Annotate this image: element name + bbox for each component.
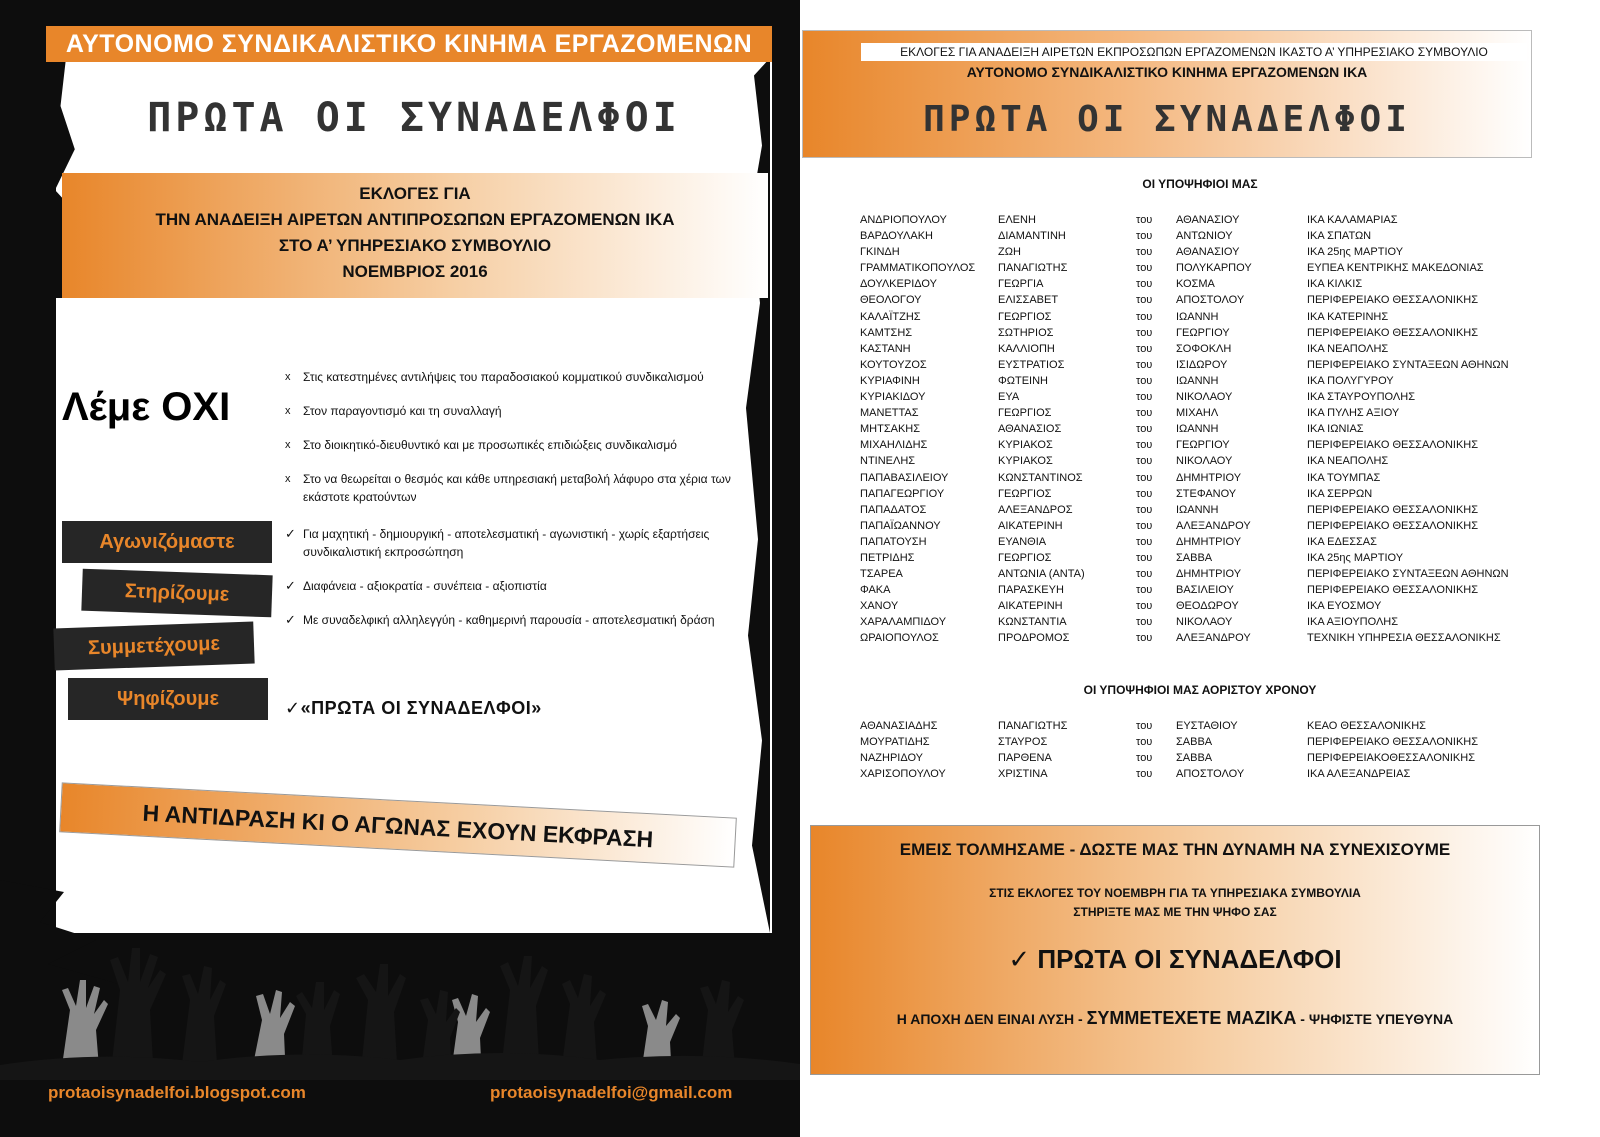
check-icon: ✓ [285,698,301,718]
candidate-surname: ΦΑΚΑ [860,584,891,597]
candidate-of: του [1136,736,1153,749]
election-info-box [62,173,768,298]
candidate-of: του [1136,600,1153,613]
candidate-firstname: ΕΛΕΝΗ [998,214,1036,226]
movement-banner: ΑΥΤΟΝΟΜΟ ΣΥΝΔΙΚΑΛΙΣΤΙΚΟ ΚΙΝΗΜΑ ΕΡΓΑΖΟΜΕΝΩΝ ΙΚΑ [46,26,772,62]
candidate-firstname: ΠΑΡΑΣΚΕΥΗ [998,584,1064,597]
table-row [860,341,1580,357]
check-icon: ✓ [285,578,296,593]
table-row [860,766,1580,782]
table-row [860,212,1580,228]
table-row [860,325,1580,341]
candidate-of: του [1136,455,1153,468]
candidate-firstname: ΑΘΑΝΑΣΙΟΣ [998,423,1062,436]
blog-link[interactable]: protaoisynadelfoi.blogspot.com [48,1083,306,1102]
candidate-firstname: ΓΕΩΡΓΙΟΣ [998,310,1052,323]
candidate-of: του [1136,752,1153,765]
table-row [860,228,1580,244]
candidate-of: του [1136,214,1153,226]
table-row [860,550,1580,566]
table-row [860,244,1580,260]
candidate-firstname: ΕΥΣΤΡΑΤΙΟΣ [998,358,1065,371]
candidate-fathername: ΣΑΒΒΑ [1176,551,1213,564]
table-row [860,734,1580,750]
cta-subtext-line: ΣΤΙΣ ΕΚΛΟΓΕΣ ΤΟΥ ΝΟΕΜΒΡΗ ΓΙΑ ΤΑ ΥΠΗΡΕΣΙΑΚΑ ΣΥΜΒΟΥΛΙΑ [989,886,1361,900]
table-row [860,260,1580,276]
candidate-unit: ΠΕΡΙΦΕΡΕΙΑΚΟ ΘΕΣΣΑΛΟΝΙΚΗΣ [1307,326,1479,339]
slogan-line [285,698,542,719]
table-row [860,357,1580,373]
candidate-firstname: ΑΛΕΞΑΝΔΡΟΣ [998,503,1073,516]
candidate-unit: ΙΚΑ 25ης ΜΑΡΤΙΟΥ [1307,246,1404,259]
no-item [285,436,765,454]
candidate-unit: ΠΕΡΙΦΕΡΕΙΑΚΟ ΘΕΣΣΑΛΟΝΙΚΗΣ [1307,294,1479,307]
candidate-firstname: ΑΙΚΑΤΕΡΙΝΗ [998,519,1063,532]
candidate-surname: ΝΑΖΗΡΙΔΟΥ [860,752,923,765]
candidate-unit: ΙΚΑ ΑΞΙΟΥΠΟΛΗΣ [1307,616,1399,629]
candidate-surname: ΠΑΠΑΤΟΥΣΗ [860,535,927,548]
candidate-firstname: ΚΑΛΛΙΟΠΗ [998,342,1055,355]
candidate-surname: ΒΑΡΔΟΥΛΑΚΗ [860,230,933,243]
candidate-fathername: ΙΩΑΝΝΗ [1176,503,1219,516]
candidate-of: του [1136,278,1153,291]
candidate-of: του [1136,342,1153,355]
candidate-firstname: ΧΡΙΣΤΙΝΑ [998,768,1048,781]
table-row [860,630,1580,646]
candidate-unit: ΙΚΑ ΕΥΟΣΜΟΥ [1307,600,1382,613]
candidate-surname: ΧΑΡΙΣΟΠΟΥΛΟΥ [860,768,946,781]
candidate-firstname: ΦΩΤΕΙΝΗ [998,374,1048,387]
ballot-title: ΠΡΩΤΑ ΟΙ ΣΥΝΑΔΕΛΦΟΙ [923,99,1411,140]
candidate-unit: ΤΕΧΝΙΚΗ ΥΠΗΡΕΣΙΑ ΘΕΣΣΑΛΟΝΙΚΗΣ [1307,632,1501,645]
candidate-fathername: ΕΥΣΤΑΘΙΟΥ [1176,720,1238,732]
candidate-of: του [1136,391,1153,404]
candidate-surname: ΜΙΧΑΗΛΙΔΗΣ [860,439,928,452]
yes-item [285,577,745,595]
say-no-heading: Λέμε ΟΧΙ [62,385,231,429]
candidate-surname: ΑΝΔΡΙΟΠΟΥΛΟΥ [860,214,947,226]
candidate-unit: ΙΚΑ ΚΙΛΚΙΣ [1307,278,1363,291]
candidate-fathername: ΙΩΑΝΝΗ [1176,374,1219,387]
candidate-fathername: ΝΙΚΟΛΑΟΥ [1176,455,1233,468]
candidate-firstname: ΚΥΡΙΑΚΟΣ [998,455,1053,468]
candidate-of: του [1136,230,1153,243]
verb-label: Αγωνιζόμαστε [62,521,272,563]
check-icon: ✓ [285,526,296,541]
candidate-fathername: ΑΝΤΩΝΙΟΥ [1176,230,1233,243]
candidate-of: του [1136,374,1153,387]
candidate-firstname: ΔΙΑΜΑΝΤΙΝΗ [998,230,1066,243]
candidate-fathername: ΙΣΙΔΩΡΟΥ [1176,358,1228,371]
candidate-fathername: ΙΩΑΝΝΗ [1176,423,1219,436]
candidate-firstname: ΕΥΑΝΘΙΑ [998,535,1047,548]
candidate-surname: ΜΑΝΕΤΤΑΣ [860,407,919,420]
candidate-fathername: ΝΙΚΟΛΑΟΥ [1176,391,1233,404]
candidate-of: του [1136,246,1153,259]
candidate-unit: ΠΕΡΙΦΕΡΕΙΑΚΟ ΘΕΣΣΑΛΟΝΙΚΗΣ [1307,439,1479,452]
candidate-firstname: ΓΕΩΡΓΙΟΣ [998,487,1052,500]
candidate-firstname: ΣΩΤΗΡΙΟΣ [998,326,1054,339]
candidates-heading: ΟΙ ΥΠΟΨΗΦΙΟΙ ΜΑΣ [1142,177,1258,191]
candidate-unit: ΙΚΑ ΝΕΑΠΟΛΗΣ [1307,455,1389,468]
candidate-firstname: ΕΛΙΣΣΑΒΕΤ [998,294,1059,307]
candidate-unit: ΙΚΑ ΙΩΝΙΑΣ [1307,423,1364,436]
candidate-surname: ΠΑΠΑΔΑΤΟΣ [860,503,927,516]
table-row [860,373,1580,389]
candidate-fathername: ΑΠΟΣΤΟΛΟΥ [1176,768,1245,781]
table-row [860,534,1580,550]
email-link[interactable]: protaoisynadelfoi@gmail.com [490,1083,733,1102]
election-line: ΝΟΕΜΒΡΙΟΣ 2016 [342,262,488,281]
candidate-firstname: ΠΑΝΑΓΙΩΤΗΣ [998,262,1068,275]
table-row [860,389,1580,405]
candidate-surname: ΧΑΡΑΛΑΜΠΙΔΟΥ [860,616,947,629]
indefinite-candidates-heading: ΟΙ ΥΠΟΨΗΦΙΟΙ ΜΑΣ ΑΟΡΙΣΤΟΥ ΧΡΟΝΟΥ [1083,683,1317,697]
candidate-surname: ΘΕΟΛΟΓΟΥ [860,294,922,307]
candidate-firstname: ΠΡΟΔΡΟΜΟΣ [998,632,1070,645]
candidate-firstname: ΠΑΡΘΕΝΑ [998,752,1052,765]
candidate-unit: ΠΕΡΙΦΕΡΕΙΑΚΟ ΘΕΣΣΑΛΟΝΙΚΗΣ [1307,736,1479,749]
cta-footer-part: Η ΑΠΟΧΗ ΔΕΝ ΕΙΝΑΙ ΛΥΣΗ - [896,1011,1087,1027]
candidate-of: του [1136,720,1153,732]
candidate-fathername: ΓΕΩΡΓΙΟΥ [1176,326,1230,339]
candidate-surname: ΜΗΤΣΑΚΗΣ [860,423,921,436]
candidate-fathername: ΒΑΣΙΛΕΙΟΥ [1176,584,1234,597]
candidate-surname: ΓΚΙΝΔΗ [860,246,900,259]
candidate-of: του [1136,487,1153,500]
candidate-fathername: ΔΗΜΗΤΡΙΟΥ [1176,568,1242,581]
candidate-of: του [1136,632,1153,645]
candidate-unit: ΙΚΑ ΑΛΕΞΑΝΔΡΕΙΑΣ [1307,768,1411,781]
cta-slogan [811,944,1539,975]
candidate-firstname: ΕΥΑ [998,391,1020,404]
candidate-surname: ΚΑΣΤΑΝΗ [860,342,911,355]
candidate-fathername: ΑΛΕΞΑΝΔΡΟΥ [1176,632,1251,645]
flyer-title: ΠΡΩΤΑ ΟΙ ΣΥΝΑΔΕΛΦΟΙ [147,95,681,141]
candidate-surname: ΠΕΤΡΙΔΗΣ [860,551,915,564]
cta-footer [811,1008,1539,1029]
ballot-page [800,0,1600,1137]
candidate-surname: ΚΟΥΤΟΥΖΟΣ [860,358,927,371]
candidate-firstname: ΠΑΝΑΓΙΩΤΗΣ [998,720,1068,732]
candidate-firstname: ΚΥΡΙΑΚΟΣ [998,439,1053,452]
ballot-header-top: ΕΚΛΟΓΕΣ ΓΙΑ ΑΝΑΔΕΙΞΗ ΑΙΡΕΤΩΝ ΕΚΠΡΟΣΩΠΩΝ ΕΡΓΑΖΟΜΕΝΩΝ ΙΚΑΣΤΟ Α’ ΥΠΗΡΕΣΙΑΚΟ ΣΥΜΒΟΥΛΙΟ [861,43,1527,61]
candidate-unit: ΙΚΑ ΚΑΤΕΡΙΝΗΣ [1307,310,1389,323]
candidate-of: του [1136,310,1153,323]
verb-label: Στηρίζουμε [81,569,272,618]
cta-footer-part: - ΨΗΦΙΣΤΕ ΥΠΕΥΘΥΝΑ [1296,1011,1454,1027]
ballot-header [802,30,1532,158]
candidate-surname: ΧΑΝΟΥ [860,600,899,613]
candidate-unit: ΙΚΑ ΣΤΑΥΡΟΥΠΟΛΗΣ [1307,391,1416,404]
candidate-surname: ΤΣΑΡΕΑ [860,568,903,581]
candidate-unit: ΙΚΑ ΕΔΕΣΣΑΣ [1307,535,1377,548]
candidate-unit: ΠΕΡΙΦΕΡΕΙΑΚΟ ΘΕΣΣΑΛΟΝΙΚΗΣ [1307,503,1479,516]
no-item [285,470,765,506]
candidate-surname: ΠΑΠΑΒΑΣΙΛΕΙΟΥ [860,471,949,484]
candidate-of: του [1136,551,1153,564]
candidate-fathername: ΠΟΛΥΚΑΡΠΟΥ [1176,262,1252,275]
candidate-firstname: ΖΩΗ [998,246,1021,259]
candidate-of: του [1136,519,1153,532]
candidate-surname: ΑΘΑΝΑΣΙΑΔΗΣ [860,720,938,732]
candidate-fathername: ΣΟΦΟΚΛΗ [1176,342,1232,355]
ballot-movement: ΑΥΤΟΝΟΜΟ ΣΥΝΔΙΚΑΛΙΣΤΙΚΟ ΚΙΝΗΜΑ ΕΡΓΑΖΟΜΕΝΩΝ ΙΚΑ [966,64,1368,80]
candidate-fathername: ΣΑΒΒΑ [1176,736,1213,749]
check-icon: ✓ [1008,944,1031,974]
table-row [860,750,1580,766]
yes-item-text: Διαφάνεια - αξιοκρατία - συνέπεια - αξιοπιστία [303,579,547,593]
verb-label: Συμμετέχουμε [53,622,254,671]
candidate-surname: ΜΟΥΡΑΤΙΔΗΣ [860,736,930,749]
candidate-of: του [1136,584,1153,597]
table-row [860,276,1580,292]
candidate-firstname: ΓΕΩΡΓΙΑ [998,278,1044,291]
candidate-fathername: ΑΘΑΝΑΣΙΟΥ [1176,214,1240,226]
candidate-firstname: ΣΤΑΥΡΟΣ [998,736,1048,749]
candidate-unit: ΙΚΑ ΣΠΑΤΩΝ [1307,230,1372,243]
yes-item [285,611,745,629]
candidate-of: του [1136,407,1153,420]
table-row [860,566,1580,582]
call-to-action-box [810,825,1540,1075]
candidate-fathername: ΙΩΑΝΝΗ [1176,310,1219,323]
slogan-text: «ΠΡΩΤΑ ΟΙ ΣΥΝΑΔΕΛΦΟΙ» [300,698,542,718]
candidate-of: του [1136,535,1153,548]
candidate-unit: ΙΚΑ 25ης ΜΑΡΤΙΟΥ [1307,551,1404,564]
reaction-banner: Η ΑΝΤΙΔΡΑΣΗ ΚΙ Ο ΑΓΩΝΑΣ ΕΧΟΥΝ ΕΚΦΡΑΣΗ [59,782,737,867]
candidate-of: του [1136,503,1153,516]
x-mark-icon: x [285,439,291,451]
candidate-of: του [1136,568,1153,581]
x-mark-icon: x [285,405,291,417]
table-row [860,470,1580,486]
table-row [860,718,1580,734]
no-item [285,402,765,420]
candidate-unit: ΚΕΑΟ ΘΕΣΣΑΛΟΝΙΚΗΣ [1307,720,1426,732]
candidate-fathername: ΘΕΟΔΩΡΟΥ [1176,600,1239,613]
no-item-text: Στο να θεωρείται ο θεσμός και κάθε υπηρεσιακή μεταβολή λάφυρο στα χέρια των εκάστοτε κρατούντων [303,472,731,504]
candidate-fathername: ΣΤΕΦΑΝΟΥ [1176,487,1237,500]
check-icon: ✓ [285,612,296,627]
no-item-text: Στον παραγοντισμό και τη συναλλαγή [303,404,502,418]
candidate-firstname: ΚΩΝΣΤΑΝΤΙΑ [998,616,1067,629]
candidate-firstname: ΚΩΝΣΤΑΝΤΙΝΟΣ [998,471,1083,484]
table-row [860,486,1580,502]
candidate-firstname: ΑΙΚΑΤΕΡΙΝΗ [998,600,1063,613]
candidate-unit: ΠΕΡΙΦΕΡΕΙΑΚΟ ΘΕΣΣΑΛΟΝΙΚΗΣ [1307,584,1479,597]
candidate-unit: ΙΚΑ ΤΟΥΜΠΑΣ [1307,471,1381,484]
yes-list [285,525,745,629]
candidate-surname: ΚΑΜΤΣΗΣ [860,326,913,339]
candidate-surname: ΚΥΡΙΑΦΙΝΗ [860,374,920,387]
cta-footer-emphasis: ΣΥΜΜΕΤΕΧΕΤΕ ΜΑΖΙΚΑ [1086,1008,1297,1028]
candidate-of: του [1136,358,1153,371]
table-row [860,598,1580,614]
candidate-fathername: ΔΗΜΗΤΡΙΟΥ [1176,535,1242,548]
candidate-fathername: ΣΑΒΒΑ [1176,752,1213,765]
candidate-firstname: ΓΕΩΡΓΙΟΣ [998,551,1052,564]
verb-label: Ψηφίζουμε [68,678,268,720]
cta-subtext [811,884,1539,922]
candidate-surname: ΚΑΛΑΪΤΖΗΣ [860,310,921,323]
crowd-hands-illustration [0,930,800,1080]
candidate-surname: ΝΤΙΝΕΛΗΣ [860,455,916,468]
candidate-of: του [1136,294,1153,307]
yes-item [285,525,745,561]
table-row [860,582,1580,598]
candidate-fathername: ΑΘΑΝΑΣΙΟΥ [1176,246,1240,259]
cta-subtext-line: ΣΤΗΡΙΞΤΕ ΜΑΣ ΜΕ ΤΗΝ ΨΗΦΟ ΣΑΣ [1073,905,1277,919]
candidate-unit: ΠΕΡΙΦΕΡΕΙΑΚΟ ΣΥΝΤΑΞΕΩΝ ΑΘΗΝΩΝ [1307,358,1509,371]
candidate-firstname: ΓΕΩΡΓΙΟΣ [998,407,1052,420]
no-item-text: Στις κατεστημένες αντιλήψεις του παραδοσιακού κομματικού συνδικαλισμού [303,370,704,384]
candidate-fathername: ΚΟΣΜΑ [1176,278,1215,291]
candidate-surname: ΠΑΠΑΓΕΩΡΓΙΟΥ [860,487,945,500]
table-row [860,518,1580,534]
table-row [860,453,1580,469]
yes-item-text: Για μαχητική - δημιουργική - αποτελεσματική - αγωνιστική - χωρίς εξαρτήσεις συνδικαλιστική εκπροσώπηση [303,527,710,559]
candidate-of: του [1136,768,1153,781]
candidate-fathername: ΑΠΟΣΤΟΛΟΥ [1176,294,1245,307]
candidate-fathername: ΓΕΩΡΓΙΟΥ [1176,439,1230,452]
candidate-of: του [1136,439,1153,452]
candidate-of: του [1136,616,1153,629]
table-row [860,421,1580,437]
table-row [860,502,1580,518]
no-item [285,368,765,386]
table-row [860,614,1580,630]
candidate-firstname: ΑΝΤΩΝΙΑ (ΑΝΤΑ) [998,568,1085,581]
table-row [860,405,1580,421]
candidate-of: του [1136,326,1153,339]
candidate-surname: ΚΥΡΙΑΚΙΔΟΥ [860,391,926,404]
candidate-unit: ΙΚΑ ΚΑΛΑΜΑΡΙΑΣ [1307,214,1398,226]
candidates-list [860,212,1580,647]
candidate-surname: ΠΑΠΑΪΩΑΝΝΟΥ [860,519,941,532]
candidate-surname: ΔΟΥΛΚΕΡΙΔΟΥ [860,278,937,291]
x-mark-icon: x [285,473,291,485]
candidate-surname: ΓΡΑΜΜΑΤΙΚΟΠΟΥΛΟΣ [860,262,976,275]
table-row [860,309,1580,325]
candidate-unit: ΙΚΑ ΠΥΛΗΣ ΑΞΙΟΥ [1307,407,1400,420]
candidate-unit: ΠΕΡΙΦΕΡΕΙΑΚΟ ΘΕΣΣΑΛΟΝΙΚΗΣ [1307,519,1479,532]
election-line: ΕΚΛΟΓΕΣ ΓΙΑ [359,184,471,203]
x-mark-icon: x [285,371,291,383]
no-item-text: Στο διοικητικό-διευθυντικό και με προσωπικές επιδιώξεις συνδικαλισμό [303,438,677,452]
candidate-unit: ΙΚΑ ΣΕΡΡΩΝ [1307,487,1373,500]
cta-slogan-text: ΠΡΩΤΑ ΟΙ ΣΥΝΑΔΕΛΦΟΙ [1037,944,1342,974]
candidate-unit: ΙΚΑ ΝΕΑΠΟΛΗΣ [1307,342,1389,355]
table-row [860,437,1580,453]
election-line: ΤΗΝ ΑΝΑΔΕΙΞΗ ΑΙΡΕΤΩΝ ΑΝΤΙΠΡΟΣΩΠΩΝ ΕΡΓΑΖΟΜΕΝΩΝ ΙΚΑ [155,210,675,229]
no-list [285,368,765,522]
candidate-of: του [1136,471,1153,484]
candidate-unit: ΠΕΡΙΦΕΡΕΙΑΚΟΘΕΣΣΑΛΟΝΙΚΗΣ [1307,752,1475,765]
candidate-unit: ΙΚΑ ΠΟΛΥΓΥΡΟΥ [1307,374,1394,387]
candidate-unit: ΠΕΡΙΦΕΡΕΙΑΚΟ ΣΥΝΤΑΞΕΩΝ ΑΘΗΝΩΝ [1307,568,1509,581]
yes-item-text: Με συναδελφική αλληλεγγύη - καθημερινή παρουσία - αποτελεσματική δράση [303,613,715,627]
table-row [860,292,1580,308]
candidate-fathername: ΑΛΕΞΑΝΔΡΟΥ [1176,519,1251,532]
candidate-surname: ΩΡΑΙΟΠΟΥΛΟΣ [860,632,939,645]
indefinite-candidates-list [860,718,1580,782]
candidate-of: του [1136,262,1153,275]
candidate-fathername: ΝΙΚΟΛΑΟΥ [1176,616,1233,629]
election-line: ΣΤΟ Α’ ΥΠΗΡΕΣΙΑΚΟ ΣΥΜΒΟΥΛΙΟ [278,236,552,255]
candidate-unit: ΕΥΠΕΑ ΚΕΝΤΡΙΚΗΣ ΜΑΚΕΔΟΝΙΑΣ [1307,262,1484,275]
candidate-fathername: ΜΙΧΑΗΛ [1176,407,1219,420]
candidate-fathername: ΔΗΜΗΤΡΙΟΥ [1176,471,1242,484]
candidate-of: του [1136,423,1153,436]
cta-headline: ΕΜΕΙΣ ΤΟΛΜΗΣΑΜΕ - ΔΩΣΤΕ ΜΑΣ ΤΗΝ ΔΥΝΑΜΗ ΝΑ ΣΥΝΕΧΙΣΟΥΜΕ [899,840,1451,859]
